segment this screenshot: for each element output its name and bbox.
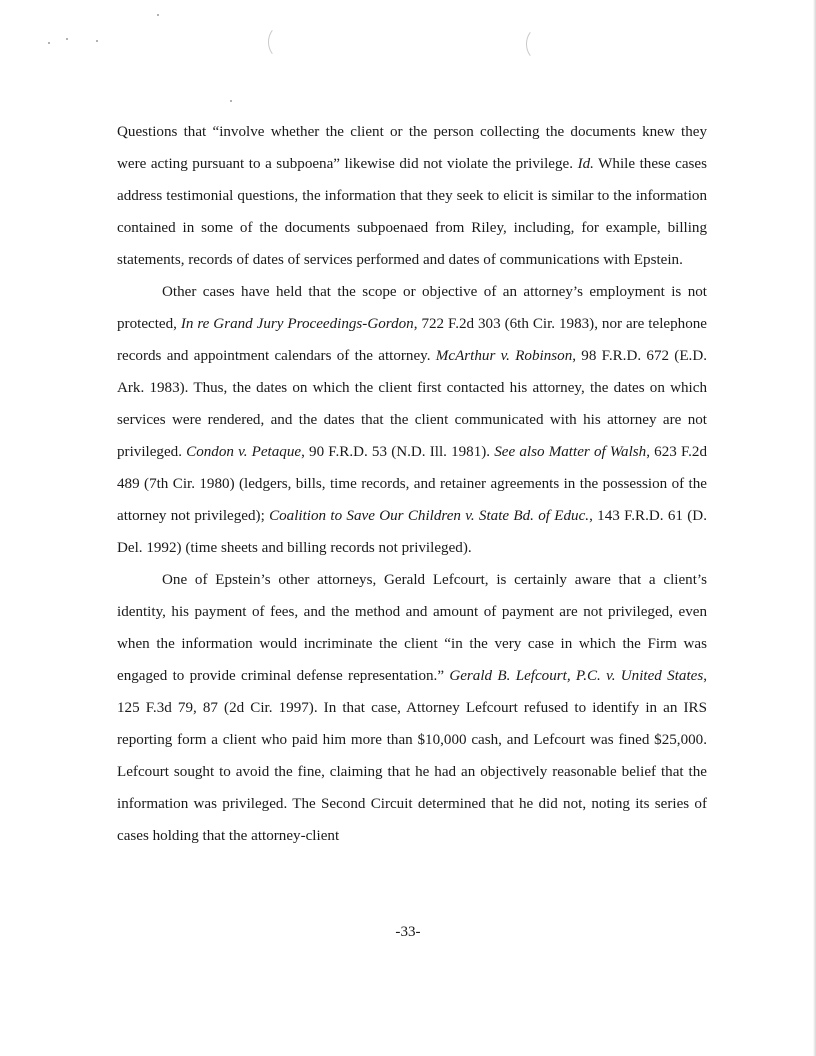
paragraph-text: , 125 F.3d 79, 87 (2d Cir. 1997). In that case, Attorney Lefcourt refused to identify in an IRS reporting form a client who paid him more than $10,000 cash, and Lefcourt was fined $25,000. Lefcourt sought to avoid the fine, claiming that he had an objectively reasonable belief that the information was privileged. The Second Circuit determined that he did not, noting its series of cases holding that the attorney-client [117,668,707,844]
scan-speck [230,100,232,102]
case-citation-text: Gerald B. Lefcourt, P.C. v. United States [449,668,704,684]
case-citation-text: Condon v. Petaque [186,444,302,460]
scan-speck [96,40,98,42]
case-citation-text: Id. [577,156,594,172]
paragraph-text: , 722 F.2d 303 (6th Cir. 1983), nor are telephone records and appointment calendars of the attorney. [117,316,707,364]
page-number: -33- [395,924,421,940]
paragraph [117,564,707,852]
paragraph-text: Questions that “involve whether the client or the person collecting the documents knew they were acting pursuant to a subpoena” likewise did not violate the privilege. [117,124,707,172]
scan-speck [66,38,68,40]
case-citation-text: McArthur v. Robinson [435,348,573,364]
body-text [117,116,707,852]
paragraph-text: , 90 F.R.D. 53 (N.D. Ill. 1981). [301,444,495,460]
paragraph-text: While these cases address testimonial questions, the information that they seek to elicit is similar to the information contained in some of the documents subpoenaed from Riley, including, for example, billing statements, records of dates of services performed and dates of communications with Epstein. [117,156,707,268]
case-citation-text: In re Grand Jury Proceedings-Gordon [180,316,414,332]
paragraph-text: , 98 F.R.D. 672 (E.D. Ark. 1983). Thus, the dates on which the client first contacted his attorney, the dates on which services were rendered, and the dates that the client communicated with his attorney are not privileged. [117,348,707,460]
scan-artifact-mark [526,28,550,60]
case-citation-text: Coalition to Save Our Children v. State Bd. of Educ. [269,508,590,524]
paragraph-text: , 623 F.2d 489 (7th Cir. 1980) (ledgers, bills, time records, and retainer agreements in the possession of the attorney not privileged); [117,444,708,524]
paragraph-text: , 143 F.R.D. 61 (D. Del. 1992) (time sheets and billing records not privileged). [117,508,707,556]
scan-artifact-mark [268,26,292,58]
paragraph-text: One of Epstein’s other attorneys, Gerald Lefcourt, is certainly aware that a client’s identity, his payment of fees, and the method and amount of payment are not privileged, even when the information would incriminate the client “in the very case in which the Firm was engaged to provide criminal defense representation.” [117,572,707,684]
scan-speck [157,14,159,16]
case-citation-text: See also Matter of Walsh [494,444,647,460]
paragraph-text: Other cases have held that the scope or objective of an attorney’s employment is not protected, [117,284,707,332]
scan-speck [48,42,50,44]
paragraph [117,276,707,564]
paragraph [117,116,707,276]
